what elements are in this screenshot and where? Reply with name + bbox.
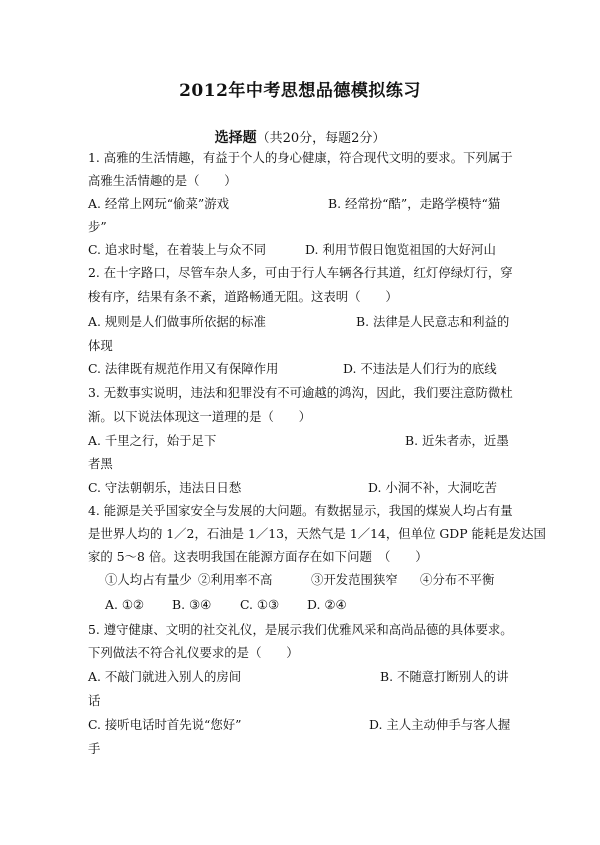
q2-option-c: C. 法律既有规范作用又有保障作用	[88, 361, 279, 376]
page-title: 2012年中考思想品德模拟练习	[179, 81, 421, 101]
q3-option-c: C. 守法朝朝乐，违法日日愁	[88, 480, 242, 495]
q3-stem-line2: 渐。以下说法体现这一道理的是（ ）	[88, 409, 312, 424]
q4-stem-line2: 是世界人均的 1／2，石油是 1／13，天然气是 1／14，但单位 GDP 能耗是发达国	[88, 526, 546, 541]
q1-stem-line2: 高雅生活情趣的是（ ）	[88, 173, 237, 188]
q3-stem-line1: 3. 无数事实说明，违法和犯罪没有不可逾越的鸿沟，因此，我们要注意防微杜	[88, 385, 513, 400]
q1-option-a: A. 经常上网玩“偷菜”游戏	[88, 196, 230, 211]
q2-stem-line1: 2. 在十字路口，尽管车杂人多，可由于行人车辆各行其道，红灯停绿灯行，穿	[88, 265, 513, 280]
q5-option-d: D. 主人主动伸手与客人握	[369, 717, 511, 732]
q5-stem-line1: 5. 遵守健康、文明的社交礼仪，是展示我们优雅风采和高尚品德的具体要求。	[88, 622, 513, 637]
q4-stem-line3: 家的 5～8 倍。这表明我国在能源方面存在如下问题 （ ）	[88, 549, 428, 564]
q4-item-4: ④分布不平衡	[420, 572, 495, 587]
q1-option-d: D. 利用节假日饱览祖国的大好河山	[305, 242, 496, 257]
q4-option-c: C. ①③	[240, 597, 280, 612]
q5-option-d-cont: 手	[88, 741, 101, 756]
section-title: 选择题	[214, 130, 257, 146]
q5-option-b-cont: 话	[88, 693, 101, 708]
q2-option-a: A. 规则是人们做事所依据的标准	[88, 314, 266, 329]
q4-option-d: D. ②④	[307, 597, 347, 612]
q3-option-b-cont: 者黑	[88, 456, 113, 471]
q4-item-1: ①人均占有量少	[105, 572, 192, 587]
q4-option-b: B. ③④	[172, 597, 212, 612]
q1-option-b-cont: 步”	[88, 219, 107, 234]
q5-option-c: C. 接听电话时首先说“您好”	[88, 717, 242, 732]
q3-option-b: B. 近朱者赤，近墨	[405, 433, 509, 448]
q2-stem-line2: 梭有序，结果有条不紊，道路畅通无阻。这表明（ ）	[88, 289, 398, 304]
q1-option-b: B. 经常扮“酷”，走路学模特“猫	[328, 196, 501, 211]
q4-item-3: ③开发范围狭窄	[311, 572, 398, 587]
section-note: （共20分，每题2分）	[256, 131, 386, 146]
q2-option-d: D. 不违法是人们行为的底线	[343, 361, 497, 376]
q1-stem-line1: 1. 高雅的生活情趣，有益于个人的身心健康，符合现代文明的要求。下列属于	[88, 150, 513, 165]
q4-stem-line1: 4. 能源是关乎国家安全与发展的大问题。有数据显示，我国的煤炭人均占有量	[88, 503, 513, 518]
q4-item-2: ②利用率不高	[198, 572, 273, 587]
q5-option-a: A. 不敲门就进入别人的房间	[88, 669, 242, 684]
q1-option-c: C. 追求时髦，在着装上与众不同	[88, 242, 266, 257]
q4-option-a: A. ①②	[105, 597, 145, 612]
q2-option-b-cont: 体现	[88, 338, 113, 353]
q5-stem-line2: 下列做法不符合礼仪要求的是（ ）	[88, 645, 299, 660]
q3-option-d: D. 小洞不补，大洞吃苦	[368, 480, 497, 495]
q2-option-b: B. 法律是人民意志和利益的	[356, 314, 510, 329]
q5-option-b: B. 不随意打断别人的讲	[380, 669, 509, 684]
q3-option-a: A. 千里之行，始于足下	[88, 433, 217, 448]
section-heading	[0, 127, 600, 147]
